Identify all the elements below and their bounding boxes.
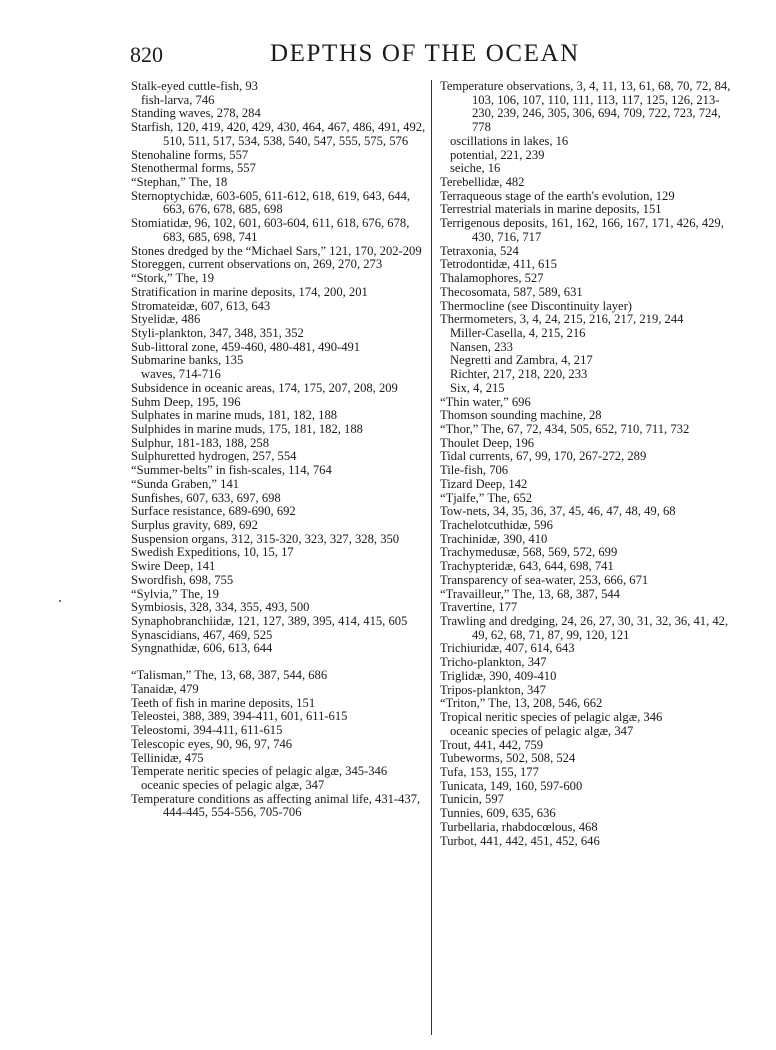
index-entry: Sternoptychidæ, 603-605, 611-612, 618, 619, 643, 644, 663, 676, 678, 685, 698 <box>131 188 411 217</box>
index-entry: Stomiatidæ, 96, 102, 601, 603-604, 611, 618, 676, 678, 683, 685, 698, 741 <box>131 216 410 244</box>
index-entry: Sulphur, 181-183, 188, 258 <box>131 435 270 450</box>
index-subentry: fish-larva, 746 <box>141 92 215 107</box>
index-entry: Synaphobranchiidæ, 121, 127, 389, 395, 414, 415, 605 <box>131 614 408 629</box>
index-entry: “Sunda Graben,” 141 <box>131 476 240 491</box>
index-entry: Tubeworms, 502, 508, 524 <box>440 751 576 766</box>
index-entry: Storeggen, current observations on, 269, 270, 273 <box>131 257 383 272</box>
index-entry: Sulphates in marine muds, 181, 182, 188 <box>131 408 338 423</box>
index-entry: Terraqueous stage of the earth's evolution, 129 <box>440 188 675 203</box>
index-entry: Transparency of sea-water, 253, 666, 671 <box>440 572 649 587</box>
index-entry: Tropical neritic species of pelagic algæ, 346 <box>440 710 663 725</box>
index-entry: Tunnies, 609, 635, 636 <box>440 806 556 821</box>
index-entry: Synascidians, 467, 469, 525 <box>131 627 273 642</box>
index-entry: Sulphuretted hydrogen, 257, 554 <box>131 449 297 464</box>
index-entry: Syngnathidæ, 606, 613, 644 <box>131 641 273 656</box>
index-subentry: potential, 221, 239 <box>450 147 545 162</box>
index-entry: Thoulet Deep, 196 <box>440 435 535 450</box>
index-entry: “Summer-belts” in fish-scales, 114, 764 <box>131 463 332 478</box>
index-entry: Stones dredged by the “Michael Sars,” 121, 170, 202-209 <box>131 243 422 258</box>
index-entry: “Tjalfe,” The, 652 <box>440 490 533 505</box>
page-number: 820 <box>130 42 163 67</box>
index-column-right <box>440 80 740 848</box>
index-entry: Tanaidæ, 479 <box>131 681 199 696</box>
index-entry: “Sylvia,” The, 19 <box>131 586 219 601</box>
index-entry: Tetrodontidæ, 411, 615 <box>440 257 557 272</box>
index-entry: Stenothermal forms, 557 <box>131 161 256 176</box>
index-entry: Travertine, 177 <box>440 600 518 615</box>
index-entry: Stratification in marine deposits, 174, 200, 201 <box>131 284 368 299</box>
index-entry: “Talisman,” The, 13, 68, 387, 544, 686 <box>131 668 328 683</box>
index-entry: Stenohaline forms, 557 <box>131 147 249 162</box>
index-entry: “Travailleur,” The, 13, 68, 387, 544 <box>440 586 620 601</box>
index-subentry: oceanic species of pelagic algæ, 347 <box>141 777 325 792</box>
index-entry: Thermometers, 3, 4, 24, 215, 216, 217, 219, 244 <box>440 312 684 327</box>
index-entry: Styelidæ, 486 <box>131 312 201 327</box>
page-header <box>130 40 730 74</box>
index-entry: Thalamophores, 527 <box>440 271 544 286</box>
index-entry: Sulphides in marine muds, 175, 181, 182, 188 <box>131 421 363 436</box>
column-divider <box>431 80 432 1035</box>
index-entry: Tunicin, 597 <box>440 792 504 807</box>
index-entry: Tellinidæ, 475 <box>131 750 204 765</box>
index-entry: Terebellidæ, 482 <box>440 175 525 190</box>
index-entry: Tricho-plankton, 347 <box>440 655 547 670</box>
index-entry: Thomson sounding machine, 28 <box>440 408 602 423</box>
index-subentry: oscillations in lakes, 16 <box>450 133 569 148</box>
index-entry: “Thor,” The, 67, 72, 434, 505, 652, 710, 711, 732 <box>440 421 690 436</box>
index-entry: Suhm Deep, 195, 196 <box>131 394 241 409</box>
index-entry: Thermocline (see Discontinuity layer) <box>440 298 632 313</box>
index-entry: Tetraxonia, 524 <box>440 243 519 258</box>
index-entry: Terrigenous deposits, 161, 162, 166, 167, 171, 426, 429, 430, 716, 717 <box>440 216 724 244</box>
index-entry: Sunfishes, 607, 633, 697, 698 <box>131 490 281 505</box>
index-entry: Starfish, 120, 419, 420, 429, 430, 464, 467, 486, 491, 492, 510, 511, 517, 534, 538, 540, 547, 555, 575, 576 <box>131 120 426 148</box>
index-entry: “Stephan,” The, 18 <box>131 175 228 190</box>
index-entry: Temperature observations, 3, 4, 11, 13, 61, 68, 70, 72, 84, 103, 106, 107, 110, 111, 113, 117, 125, 126, 213-230, 239, 246, 305, 306, 694, 709, 722, 723, 724, 778 <box>440 79 731 135</box>
index-entry: Tile-fish, 706 <box>440 463 509 478</box>
index-entry: Teleostei, 388, 389, 394-411, 601, 611-615 <box>131 709 348 724</box>
index-entry: Trachypteridæ, 643, 644, 698, 741 <box>440 559 614 574</box>
index-entry: Telescopic eyes, 90, 96, 97, 746 <box>131 736 293 751</box>
index-entry: Styli-plankton, 347, 348, 351, 352 <box>131 325 304 340</box>
index-entry: Tunicata, 149, 160, 597-600 <box>440 778 583 793</box>
index-entry: “Triton,” The, 13, 208, 546, 662 <box>440 696 603 711</box>
index-entry: Tizard Deep, 142 <box>440 476 528 491</box>
index-entry: Trout, 441, 442, 759 <box>440 737 544 752</box>
index-entry: Turbellaria, rhabdocœlous, 468 <box>440 819 598 834</box>
index-entry: Terrestrial materials in marine deposits, 151 <box>440 202 662 217</box>
index-entry: Trichiuridæ, 407, 614, 643 <box>440 641 575 656</box>
index-entry: “Thin water,” 696 <box>440 394 531 409</box>
index-entry: Suspension organs, 312, 315-320, 323, 327, 328, 350 <box>131 531 400 546</box>
index-entry: Trachelotcuthidæ, 596 <box>440 518 553 532</box>
index-subentry: Negretti and Zambra, 4, 217 <box>450 353 593 368</box>
index-subentry: oceanic species of pelagic algæ, 347 <box>450 723 634 738</box>
index-subentry: waves, 714-716 <box>141 367 221 382</box>
index-entry: Tufa, 153, 155, 177 <box>440 764 539 779</box>
index-entry: Turbot, 441, 442, 451, 452, 646 <box>440 833 600 848</box>
index-column-left <box>131 80 431 820</box>
index-entry: Stromateidæ, 607, 613, 643 <box>131 298 271 313</box>
index-entry: Tow-nets, 34, 35, 36, 37, 45, 46, 47, 48, 49, 68 <box>440 504 676 519</box>
index-subentry: Miller-Casella, 4, 215, 216 <box>450 325 586 340</box>
index-entry: Swordfish, 698, 755 <box>131 572 234 587</box>
index-entry: Tidal currents, 67, 99, 170, 267-272, 289 <box>440 449 647 464</box>
index-entry: Teleostomi, 394-411, 611-615 <box>131 723 283 738</box>
index-entry: “Stork,” The, 19 <box>131 271 215 286</box>
index-entry: Teeth of fish in marine deposits, 151 <box>131 695 316 710</box>
index-subentry: Six, 4, 215 <box>450 380 505 395</box>
index-entry: Symbiosis, 328, 334, 355, 493, 500 <box>131 600 310 615</box>
index-entry: Thecosomata, 587, 589, 631 <box>440 284 583 299</box>
index-entry: Stalk-eyed cuttle-fish, 93 <box>131 79 258 93</box>
index-entry: Surface resistance, 689-690, 692 <box>131 504 296 519</box>
index-subentry: Richter, 217, 218, 220, 233 <box>450 367 588 382</box>
index-entry: Swedish Expeditions, 10, 15, 17 <box>131 545 294 560</box>
index-subentry: seiche, 16 <box>450 161 501 176</box>
index-entry: Triglidæ, 390, 409-410 <box>440 668 557 683</box>
index-entry: Tripos-plankton, 347 <box>440 682 546 697</box>
index-entry: Submarine banks, 135 <box>131 353 244 368</box>
index-subentry: Nansen, 233 <box>450 339 513 354</box>
ink-speck <box>59 600 61 602</box>
running-title: DEPTHS OF THE OCEAN <box>270 40 580 67</box>
index-entry: Swire Deep, 141 <box>131 559 216 574</box>
index-entry: Temperature conditions as affecting animal life, 431-437, 444-445, 554-556, 705-706 <box>131 791 421 820</box>
index-entry: Surplus gravity, 689, 692 <box>131 518 258 532</box>
index-entry: Subsidence in oceanic areas, 174, 175, 207, 208, 209 <box>131 380 398 395</box>
index-entry: Trachymedusæ, 568, 569, 572, 699 <box>440 545 618 560</box>
index-entry: Trawling and dredging, 24, 26, 27, 30, 31, 32, 36, 41, 42, 49, 62, 68, 71, 87, 99, 120, 121 <box>440 614 729 642</box>
index-entry: Sub-littoral zone, 459-460, 480-481, 490-491 <box>131 339 361 354</box>
index-entry: Trachinidæ, 390, 410 <box>440 531 548 546</box>
index-entry: Temperate neritic species of pelagic algæ, 345-346 <box>131 764 388 779</box>
index-entry: Standing waves, 278, 284 <box>131 106 261 121</box>
